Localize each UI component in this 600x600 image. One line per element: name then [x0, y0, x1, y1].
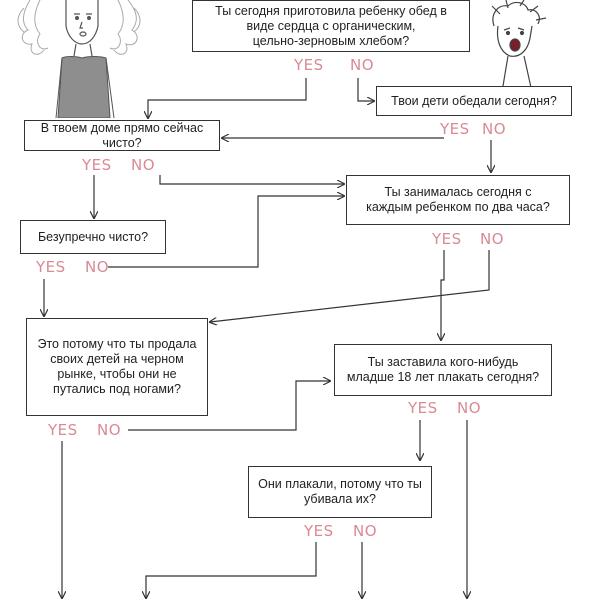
question-kids-ate-lunch: Твои дети обедали сегодня? [376, 86, 572, 116]
no-label: NO [131, 156, 156, 174]
arrow-q3-no [160, 175, 344, 184]
no-label: NO [482, 120, 507, 138]
no-label: NO [350, 56, 375, 74]
no-label: NO [85, 258, 110, 276]
yes-label: YES [440, 120, 470, 138]
question-organic-lunch: Ты сегодня приготовила ребенку обед в виде сердца с органическим, цельно-зерновым хлебом? [192, 0, 470, 52]
woman-figure-icon [10, 0, 150, 118]
question-were-killing-them: Они плакали, потому что ты убивала их? [248, 466, 432, 518]
no-label: NO [353, 522, 378, 540]
question-sold-kids: Это потому что ты продала своих детей на черном рынке, чтобы они не путались под ногами? [26, 318, 208, 416]
arrow-q1-no [358, 78, 374, 101]
yes-label: YES [432, 230, 462, 248]
question-two-hours-each: Ты занималась сегодня с каждым ребенком по два часа? [346, 175, 570, 225]
question-house-clean: В твоем доме прямо сейчас чисто? [24, 120, 220, 151]
question-spotless: Безупречно чисто? [20, 220, 166, 254]
question-made-someone-cry: Ты заставила кого-нибудь младше 18 лет плакать сегодня? [334, 344, 552, 396]
yes-label: YES [408, 399, 438, 417]
arrow-q4-no [210, 250, 489, 322]
screaming-woman-icon [478, 0, 558, 92]
yes-label: YES [82, 156, 112, 174]
yes-label: YES [36, 258, 66, 276]
arrow-q8-yes [146, 542, 316, 598]
no-label: NO [457, 399, 482, 417]
no-label: NO [97, 421, 122, 439]
arrow-q1-yes [148, 78, 306, 118]
yes-label: YES [304, 522, 334, 540]
yes-label: YES [48, 421, 78, 439]
no-label: NO [480, 230, 505, 248]
yes-label: YES [294, 56, 324, 74]
